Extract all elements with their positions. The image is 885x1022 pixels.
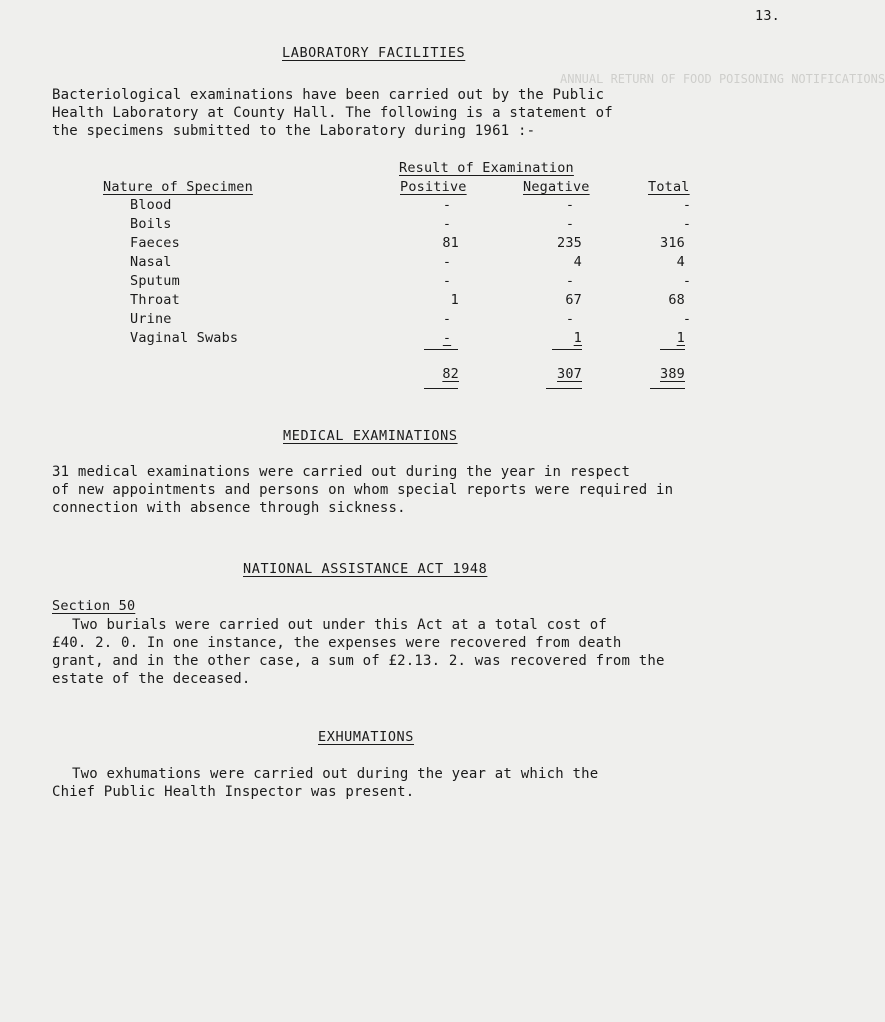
col-header-positive: Positive (400, 179, 467, 195)
row-negative: - (565, 197, 575, 213)
page-number: 13. (755, 8, 780, 24)
bleed-through: ANNUAL RETURN OF FOOD POISONING NOTIFICATIONS (560, 72, 885, 86)
medical-line-2: of new appointments and persons on whom special reports were required in (52, 482, 674, 498)
double-rule-negative (546, 388, 582, 389)
row-positive: - (442, 330, 452, 346)
national-line-1: Two burials were carried out under this Act at a total cost of (72, 617, 607, 633)
total-negative: 307 (557, 366, 582, 382)
row-positive: - (442, 216, 452, 232)
row-negative: - (565, 216, 575, 232)
exhumations-line-1: Two exhumations were carried out during the year at which the (72, 766, 599, 782)
row-specimen: Blood (130, 197, 172, 213)
national-heading: NATIONAL ASSISTANCE ACT 1948 (243, 561, 488, 577)
row-specimen: Throat (130, 292, 180, 308)
national-line-3: grant, and in the other case, a sum of £2.13. 2. was recovered from the (52, 653, 665, 669)
row-positive: - (442, 197, 452, 213)
rule-negative (552, 349, 582, 350)
rule-positive (424, 349, 458, 350)
double-rule-total (650, 388, 685, 389)
medical-line-1: 31 medical examinations were carried out during the year in respect (52, 464, 631, 480)
row-positive: - (442, 254, 452, 270)
row-positive: 1 (450, 292, 459, 308)
exhumations-heading: EXHUMATIONS (318, 729, 415, 745)
lab-intro-line-1: Bacteriological examinations have been carried out by the Public (52, 87, 605, 103)
row-total: 68 (668, 292, 685, 308)
row-total: 316 (660, 235, 685, 251)
row-positive: - (442, 273, 452, 289)
table-group-header: Result of Examination (399, 160, 574, 176)
section-heading: Section 50 (52, 598, 136, 614)
row-specimen: Urine (130, 311, 172, 327)
row-total: - (682, 197, 692, 213)
double-rule-positive (424, 388, 458, 389)
col-header-specimen: Nature of Specimen (103, 179, 253, 195)
row-specimen: Sputum (130, 273, 180, 289)
lab-intro-line-2: Health Laboratory at County Hall. The following is a statement of (52, 105, 613, 121)
national-line-4: estate of the deceased. (52, 671, 251, 687)
col-header-negative: Negative (523, 179, 590, 195)
row-negative: 1 (573, 330, 582, 346)
medical-line-3: connection with absence through sickness. (52, 500, 406, 516)
row-total: 1 (676, 330, 685, 346)
rule-total (660, 349, 685, 350)
row-total: 4 (676, 254, 685, 270)
row-positive: 81 (442, 235, 459, 251)
row-negative: 235 (557, 235, 582, 251)
row-total: - (682, 273, 692, 289)
row-negative: - (565, 311, 575, 327)
total-positive: 82 (442, 366, 459, 382)
col-header-total: Total (648, 179, 690, 195)
row-total: - (682, 216, 692, 232)
row-negative: 67 (565, 292, 582, 308)
row-specimen: Nasal (130, 254, 172, 270)
row-total: - (682, 311, 692, 327)
row-specimen: Boils (130, 216, 172, 232)
national-line-2: £40. 2. 0. In one instance, the expenses were recovered from death (52, 635, 622, 651)
row-negative: - (565, 273, 575, 289)
row-negative: 4 (573, 254, 582, 270)
row-specimen: Faeces (130, 235, 180, 251)
medical-heading: MEDICAL EXAMINATIONS (283, 428, 458, 444)
row-positive: - (442, 311, 452, 327)
total-total: 389 (660, 366, 685, 382)
lab-intro-line-3: the specimens submitted to the Laboratory during 1961 :- (52, 123, 536, 139)
row-specimen: Vaginal Swabs (130, 330, 239, 346)
exhumations-line-2: Chief Public Health Inspector was present. (52, 784, 415, 800)
lab-heading: LABORATORY FACILITIES (282, 45, 466, 61)
